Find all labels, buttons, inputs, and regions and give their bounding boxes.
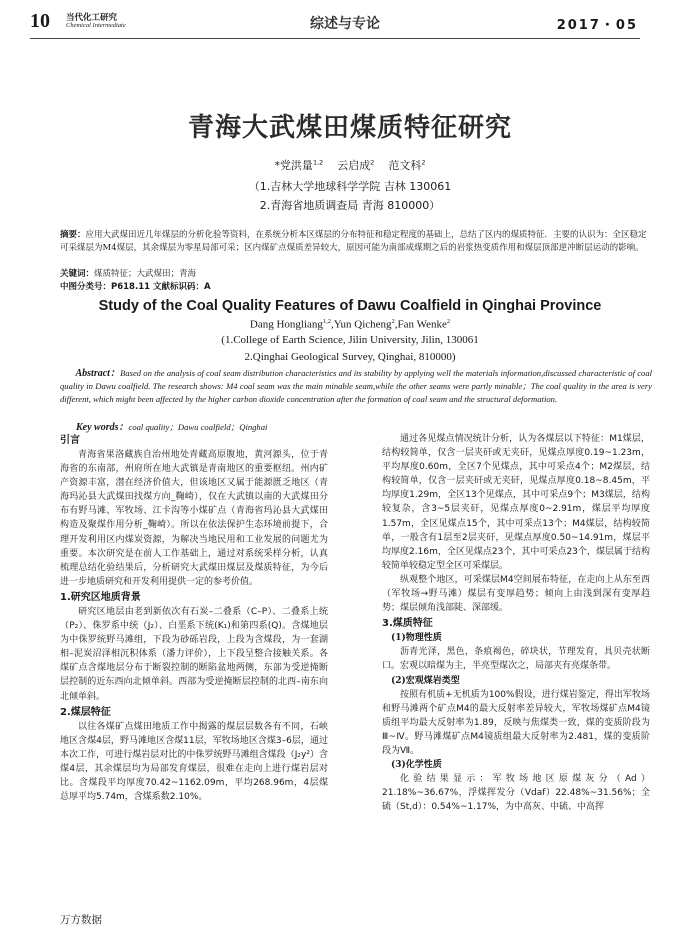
english-abstract-text: Based on the analysis of coal seam distribution characteristics and its stability by applying well the materials information,discussed characteristic of coal quality in Dawu coalfield. The research shows: M4 coal seam was the main minable seam,while the other seams were partly minable；The coal quality in the area is very different, which might been affected by the higher carbon dioxide concentration after the formation of coal seam and the structural deformation. [60,368,653,404]
english-abstract-label: Abstract [75,368,110,379]
english-author-sup: 2 [391,318,395,325]
english-author-name: Yun Qicheng [333,318,392,331]
section-heading: 3.煤质特征 [382,618,433,630]
english-keywords-label: Key words [76,422,119,433]
body-paragraph: 通过各见煤点情况统计分析，认为各煤层以下特征：M1煤层，结构较简单，仅含一层夹矸或无夹矸，见煤点厚度0.19~1.23m，平均厚度0.60m，全区7个见煤点，其中可采点4个；M2煤层，结构较简单，仅含一层夹矸或无夹矸，见煤点厚度0.18~8.45m，平均厚度1.29m，全区13个见煤点，其中可采点9个；M3煤层，结构较复杂，含3~5层夹矸，见煤点厚度0~2.91m，煤层平均厚度1.57m，全区见煤点15个，其中可采点13个；M4煤层，结构较简单，一般含有1层至2层夹矸，见煤点厚度0.50~14.91m，煤层平均厚度2.16m，全区见煤点23个，其中可采点23个，煤层属于结构较简单较稳定型全区可采煤层。 [382,434,650,571]
header-divider [30,38,640,39]
author-affil-sup: 1,2 [312,158,324,167]
issue-date: 2017・05 [556,18,638,33]
abstract-zh-text: 应用大武煤田近几年煤层的分析化验等资料，在系统分析本区煤层的分布特征和稳定程度的基础上，总结了区内的煤质特征．主要的认识为：全区稳定可采煤层为M4煤层，其余煤层为零星局部可采；区内煤矿点煤质差异较大，原因可能为南部成煤期之后的岩浆热变质作用和煤层顶部逆冲断层运动的影响。 [60,230,647,253]
body-paragraph: 研究区地层由老到新依次有石炭–二叠系（C–P）、二叠系上统（P₂）、侏罗系中统（J₂）、白垩系下统(K₁)和第四系(Q)。含煤地层为中侏罗统野马滩组，下段为砂砾岩段，上段为含煤段，为一套湖相–泥炭沼泽相沉积体系（潘力评价），上下段呈整合接触关系。各煤矿点含煤地层分布于断裂控制的断陷盆地两侧，东部为受逆掩断层控制的近东西向北倾单斜。西部为受逆掩断层控制的北西–南东向北倾单斜。 [60,606,328,702]
body-paragraph: 按照有机质+无机质为100%假设，进行煤岩鉴定，得出军牧场和野马滩两个矿点M4的最大反射率差异较大，军牧场煤矿点M4镜质组平均最大反射率为1.89，反映与焦煤类一致，煤的变质阶段为Ⅲ~Ⅳ。野马滩煤矿点M4镜质组最大反射率为2.481，煤的变质阶段为Ⅶ。 [382,689,650,756]
affiliation-1: （1.吉林大学地球科学学院 吉林 130061 [248,180,452,193]
english-affiliation-1: (1.College of Earth Science, Jilin University, Jilin, 130061 [221,334,479,346]
section-title: 综述与专论 [310,16,380,32]
body-paragraph: 沥青光泽，黑色，条痕褐色，碎块状，节理发育，具贝壳状断口。宏观以暗煤为主，半亮型煤次之，局部夹有亮煤条带。 [382,647,650,672]
article-title: 青海大武煤田煤质特征研究 [187,113,512,143]
english-author-line: Dang Hongliang$^{1,2}$,Yun Qicheng$^2$,Fan Wenke$^2$ [249,318,451,331]
keywords-zh-text: 煤质特征；大武煤田；青海 [94,269,197,279]
english-author-name: Dang Hongliang [249,318,323,331]
section-heading: 2.煤层特征 [60,706,111,718]
body-paragraph: 纵观整个地区，可采煤层M4空间展布特征，在走向上从东至西（军牧场→野马滩）煤层有变厚趋势；倾向上由浅到深有变厚趋势；煤层倾角浅部陡、深部缓。 [382,574,650,614]
page-number: 10 [30,10,50,32]
author-name: 范文科 [388,159,422,172]
english-keywords: Key words：coal quality；Dawu coalfield；Qinghai [76,422,268,433]
english-affiliation-2: 2.Qinghai Geological Survey, Qinghai, 810000) [244,351,456,363]
body-paragraph: 以往各煤矿点煤田地质工作中揭露的煤层层数各有不同，石峡地区含煤4层，野马滩地区含煤11层，军牧场地区含煤3–6层，通过本次工作，可进行煤岩层对比的中侏罗统野马滩组含煤段（J₂y²）含煤4层，其余煤层均为局部发育煤层，很难在走向上进行煤岩层对比。含煤段平均厚度70.42~1162.09m，平均268.96m，4层煤总厚平均5.74m，含煤系数2.10%。 [60,721,328,803]
author-name: 云启成 [337,159,371,172]
subsection-heading: (2)宏观煤岩类型 [391,675,460,686]
abstract-zh-label: 摘要： [60,230,86,240]
body-column-right [382,432,650,814]
author-name: *党洪量 [274,159,313,172]
abstract-zh [60,229,650,254]
keywords-zh [60,268,650,281]
journal-name-zh: 当代化工研究 [66,13,118,23]
section-heading: 引言 [60,435,80,446]
subsection-heading: (3)化学性质 [391,760,442,771]
english-keywords-text: coal quality；Dawu coalfield；Qinghai [128,422,268,432]
subsection-heading: (1)物理性质 [391,633,442,644]
body-paragraph: 化验结果显示：军牧场地区原煤灰分（Ad）21.18%~36.67%，浮煤挥发分（Vdaf）22.48%~31.56%；全硫（St,d）：0.54%~1.17%，为中高灰、中硫、中高挥 [382,774,650,813]
classification-number: 中图分类号：P618.11 文献标识码：A [60,282,211,292]
english-title: Study of the Coal Quality Features of Dawu Coalfield in Qinghai Province [98,298,602,314]
author-affil-sup: 2 [421,158,426,167]
keywords-zh-label: 关键词： [60,269,95,279]
english-abstract: Abstract：Based on the analysis of coal seam distribution characteristics and its stability by applying well the materials information,discussed characteristic of coal quality in Dawu coalfield. The research shows: M4 coal seam was the main minable seam,while the other seams were partly minable；The coal quality in the area is very different, which might been affected by the higher carbon dioxide concentration after the formation of coal seam and the structural deformation. [60,368,653,404]
journal-name-en: Chemical Intermediate [66,22,126,29]
english-author-name: Fan Wenke [397,318,447,331]
english-author-sup: 1,2 [322,318,332,325]
section-heading: 1.研究区地质背景 [60,591,141,603]
author-line [0,157,700,173]
author-affil-sup: 2 [370,158,375,167]
body-column-left [60,432,328,804]
body-paragraph: 青海省果洛藏族自治州地处青藏高原腹地，黄河源头，位于青海省的东南部，州府所在地大武镇是青南地区的重要枢纽。州内矿产资源丰富，潜在经济价值大，但该地区又属于能源匮乏地区（青海玛沁县大武煤田找煤方向_鞠崎），仅在大武镇以南的大武煤田分布有野马滩、军牧场、江卡沟等小煤矿点（青海省玛沁县大武煤田构造及聚煤作用分析_鞠崎）。所以在依法保护生态环境前提下，合理开发利用区内煤炭资源，为解决当地民用和工业发展的问题尤为重要。本次研究是在前人工作基础上，通过对系统采样分析，认真梳理总结化验结果后，分析研究大武煤田煤层及煤质特征，为今后进一步地质研究和开发利用提供一定的参考价值。 [60,450,328,587]
english-author-sup: 2 [446,318,451,325]
footer-source: 万方数据 [60,914,102,926]
affiliation-2: 2.青海省地质调查局 青海 810000） [259,199,441,212]
